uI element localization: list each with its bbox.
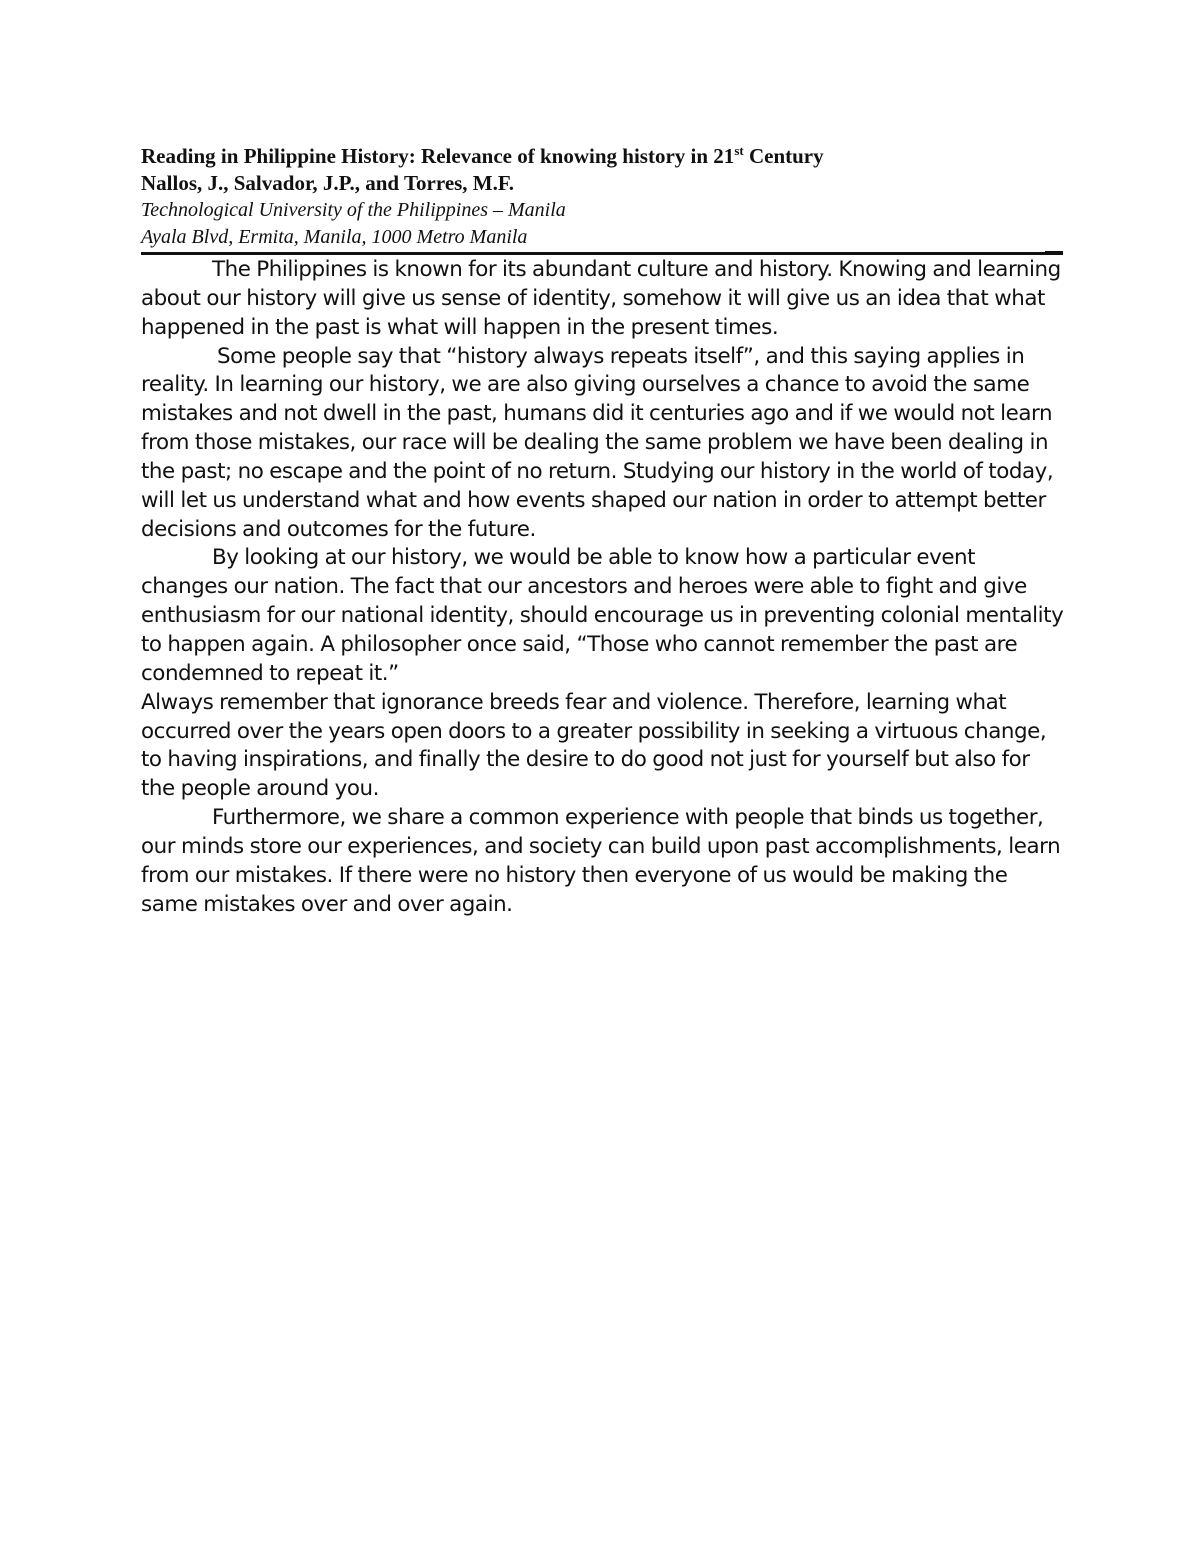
title-text: Reading in Philippine History: Relevance of knowing history in 21: [141, 144, 735, 168]
document-title: [141, 143, 1061, 170]
title-superscript: st: [734, 143, 744, 158]
paragraph-4: Always remember that ignorance breeds fear and violence. Therefore, learning what occurred over the years open doors to a greater possibility in seeking a virtuous change, to having inspirations, and finally the desire to do good not just for yourself but also for the people around you.: [141, 689, 1047, 802]
document-authors: Nallos, J., Salvador, J.P., and Torres, M.F.: [141, 171, 515, 195]
header-divider: [141, 252, 1063, 255]
affiliation-address: Ayala Blvd, Ermita, Manila, 1000 Metro Manila: [141, 226, 528, 248]
paragraph-3: By looking at our history, we would be able to know how a particular event changes our nation. The fact that our ancestors and heroes were able to fight and give enthusiasm for our national identity, should encourage us in preventing colonial mentality to happen again. A philosopher once said, “Those who cannot remember the past are condemned to repeat it.”: [141, 545, 1064, 686]
title-text-end: Century: [743, 144, 824, 168]
document-body: [141, 256, 1066, 919]
header-divider-end: [1045, 251, 1063, 255]
paragraph-5: Furthermore, we share a common experience with people that binds us together, our minds store our experiences, and society can build upon past accomplishments, learn from our mistakes. If there were no history then everyone of us would be making the same mistakes over and over again.: [141, 805, 1061, 917]
paragraph-1: The Philippines is known for its abundant culture and history. Knowing and learning about our history will give us sense of identity, somehow it will give us an idea that what happened in the past is what will happen in the present times.: [141, 257, 1061, 340]
document-header: [141, 143, 1061, 251]
paragraph-2: Some people say that “history always repeats itself”, and this saying applies in reality. In learning our history, we are also giving ourselves a chance to avoid the same mistakes and not dwell in the past, humans did it centuries ago and if we would not learn from those mistakes, our race will be dealing the same problem we have been dealing in the past; no escape and the point of no return. Studying our history in the world of today, will let us understand what and how events shaped our nation in order to attempt better decisions and outcomes for the future.: [141, 343, 1054, 542]
affiliation-institution: Technological University of the Philippines – Manila: [141, 199, 566, 221]
